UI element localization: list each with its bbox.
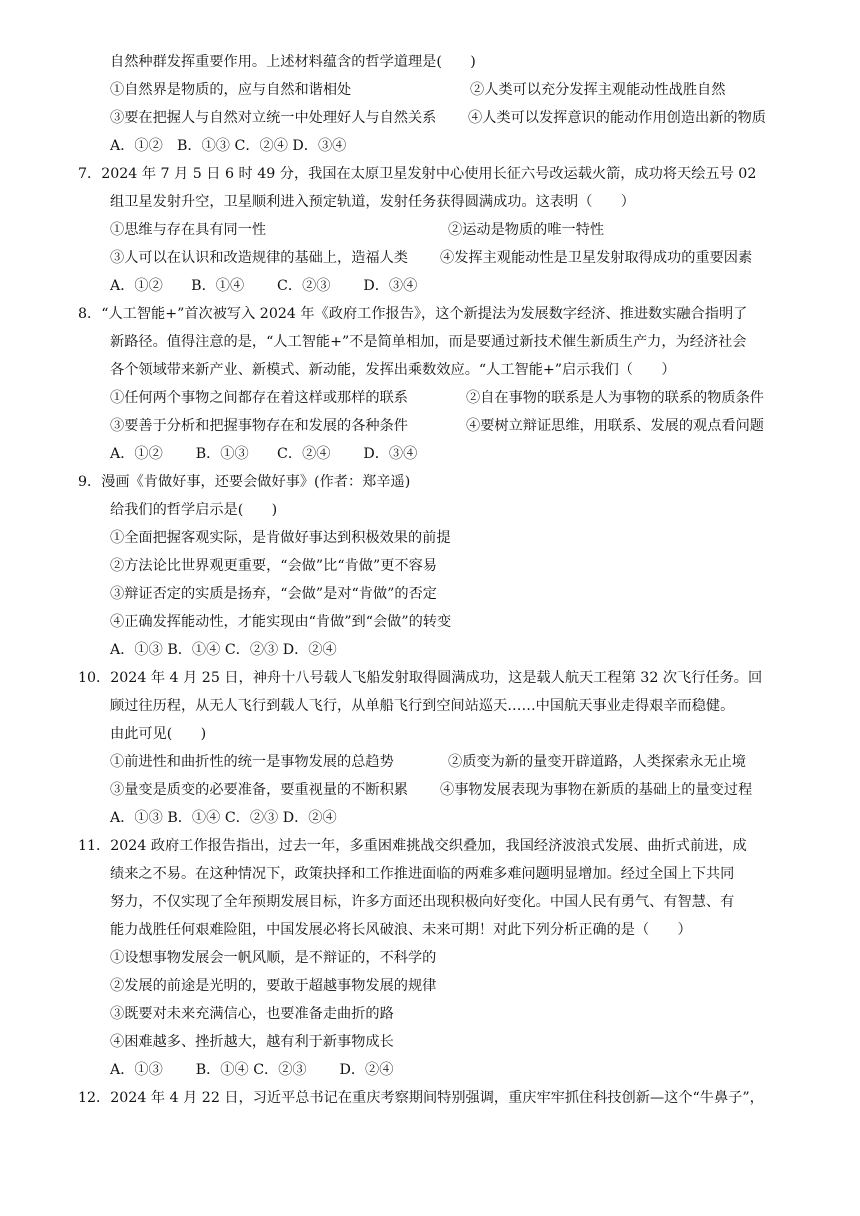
text-line: 努力，不仅实现了全年预期发展目标，许多方面还出现积极向好变化。中国人民有勇气、有智慧、有 — [110, 894, 735, 910]
text-line: 由此可见( ) — [110, 726, 207, 742]
question-stem: 12．2024 年 4 月 22 日，习近平总书记在重庆考察期间特别强调，重庆牢牢抓住科技创新—这个“牛鼻子”， — [78, 1090, 764, 1106]
text-line: 绩来之不易。在这种情况下，政策抉择和工作推进面临的两难多难问题明显增加。经过全国上下共同 — [110, 866, 735, 882]
option-text: ②质变为新的量变开辟道路，人类探索永无止境 — [448, 754, 746, 770]
option-text: ③量变是质变的必要准备，要重视量的不断积累 — [110, 782, 408, 798]
option-text: ④发挥主观能动性是卫星发射取得成功的重要因素 — [440, 250, 753, 266]
option-text: ③要善于分析和把握事物存在和发展的各种条件 — [110, 418, 408, 434]
text-line: A．①② B．①③ C．②④ D．③④ — [110, 446, 418, 462]
text-line: A．①③ B．①④ C．②③ D．②④ — [110, 810, 337, 826]
text-line: 顾过往历程，从无人飞行到载人飞行，从单船飞行到空间站巡天……中国航天事业走得艰辛而稳健。 — [110, 698, 735, 714]
option-text: ①思维与存在具有同一性 — [110, 222, 267, 238]
text-line: 组卫星发射升空，卫星顺利进入预定轨道，发射任务获得圆满成功。这表明（ ） — [110, 194, 635, 210]
text-line: ①全面把握客观实际，是肯做好事达到积极效果的前提 — [110, 530, 451, 546]
text-line: A．①③ B．①④ C．②③ D．②④ — [110, 1062, 394, 1078]
option-text: ①自然界是物质的，应与自然和谐相处 — [110, 82, 352, 98]
text-line: 新路径。值得注意的是，“人工智能+”不是简单相加，而是要通过新技术催生新质生产力，为经济社会 — [110, 334, 747, 350]
text-line: A．①② B．①③ C．②④ D．③④ — [110, 138, 347, 154]
option-text: ②自在事物的联系是人为事物的联系的物质条件 — [466, 390, 764, 406]
question-stem: 11．2024 政府工作报告指出，过去一年，多重困难挑战交织叠加，我国经济波浪式发展、曲折式前进，成 — [78, 838, 747, 854]
option-text: ①任何两个事物之间都存在着这样或那样的联系 — [110, 390, 408, 406]
text-line: 给我们的哲学启示是( ) — [110, 502, 278, 518]
option-text: ④事物发展表现为事物在新质的基础上的量变过程 — [440, 782, 753, 798]
option-text: ②运动是物质的唯一特性 — [448, 222, 605, 238]
option-text: ④人类可以发挥意识的能动作用创造出新的物质 — [468, 110, 766, 126]
text-line: 各个领域带来新产业、新模式、新动能，发挥出乘数效应。“人工智能+”启示我们（ ） — [110, 362, 676, 378]
text-line: 能力战胜任何艰难险阻，中国发展必将长风破浪、未来可期！对此下列分析正确的是（ ） — [110, 922, 692, 938]
text-line: ①设想事物发展会一帆风顺，是不辩证的，不科学的 — [110, 950, 437, 966]
text-line: A．①③ B．①④ C．②③ D．②④ — [110, 642, 337, 658]
text-line: A．①② B．①④ C．②③ D．③④ — [110, 278, 418, 294]
option-text: ④要树立辩证思维，用联系、发展的观点看问题 — [466, 418, 764, 434]
text-line: ④正确发挥能动性，才能实现由“肯做”到“会做”的转变 — [110, 614, 452, 630]
option-text: ③人可以在认识和改造规律的基础上，造福人类 — [110, 250, 408, 266]
option-text: ②人类可以充分发挥主观能动性战胜自然 — [470, 82, 726, 98]
text-line: 自然种群发挥重要作用。上述材料蕴含的哲学道理是( ) — [110, 54, 476, 70]
text-line: ③辩证否定的实质是扬弃，“会做”是对“肯做”的否定 — [110, 586, 437, 602]
text-line: ③既要对未来充满信心，也要准备走曲折的路 — [110, 1006, 394, 1022]
question-stem: 8．“人工智能+”首次被写入 2024 年《政府工作报告》，这个新提法为发展数字经济、推进数实融合指明了 — [78, 306, 748, 322]
text-line: ④困难越多、挫折越大，越有利于新事物成长 — [110, 1034, 394, 1050]
question-stem: 7．2024 年 7 月 5 日 6 时 49 分，我国在太原卫星发射中心使用长征六号改运载火箭，成功将天绘五号 02 — [78, 166, 757, 182]
question-stem: 9．漫画《肯做好事，还要会做好事》(作者：郑辛遥) — [78, 474, 411, 490]
option-text: ③要在把握人与自然对立统一中处理好人与自然关系 — [110, 110, 437, 126]
text-line: ②发展的前途是光明的，要敢于超越事物发展的规律 — [110, 978, 437, 994]
text-line: ②方法论比世界观更重要，“会做”比“肯做”更不容易 — [110, 558, 437, 574]
option-text: ①前进性和曲折性的统一是事物发展的总趋势 — [110, 754, 394, 770]
question-stem: 10．2024 年 4 月 25 日，神舟十八号载人飞船发射取得圆满成功，这是载人航天工程第 32 次飞行任务。回 — [78, 670, 763, 686]
